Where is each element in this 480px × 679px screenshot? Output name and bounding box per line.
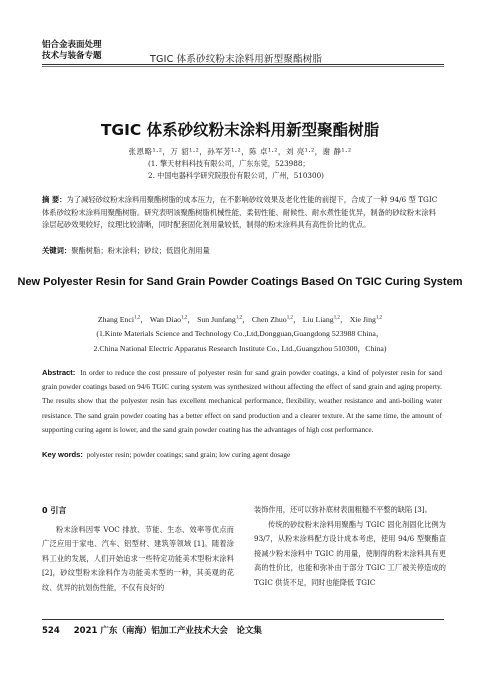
keywords-en bbox=[42, 450, 442, 459]
proceedings-title: 2021 广东（南海）铝加工产业技术大会 论文集 bbox=[73, 626, 262, 636]
author-en-name: Wan Diao bbox=[149, 315, 182, 324]
author-en-name: Liu Liang bbox=[302, 315, 334, 324]
authors-cn: 张恩略¹·²，万 貂¹·²，孙军芳¹·²，陈 卓¹·²，刘 亮¹·²，谢 静¹·² bbox=[128, 147, 352, 156]
intro-paragraph: 粉末涂料因零 VOC 排放、节能、生态、效率等优点而广泛应用于家电、汽车、铝型材、建筑等领域 [1]。随着涂料工业的发展，人们开始追求一些特定功能美术型粉末涂料 [2]，砂纹型粉末涂料作为功能美术型的一种，其美观的花纹、优异的抗划伤性能，不仅有良好的 bbox=[42, 524, 234, 592]
paper-title-en: New Polyester Resin for Sand Grain Powder Coatings Based On TGIC Curing System bbox=[17, 276, 463, 288]
keywords-en-label: Key words: bbox=[42, 450, 83, 459]
right-paragraph: 传统的砂纹粉末涂料用聚酯与 TGIC 固化剂固化比例为 93/7，从粉末涂料配方设计成本考虑，使用 94/6 型聚酯直接减少粉末涂料中 TGIC 的用量，使制得的粉末涂料具有更高的性价比，也能和弥补由于部分 TGIC 工厂被关停造成的 TGIC 供货不足，同时也能降低 TGIC bbox=[254, 519, 446, 587]
author-en-sup: 1,2 bbox=[286, 315, 293, 321]
abstract-en-text: In order to reduce the cost pressure of polyester resin for sand grain powder coatings, a kind of polyester resin for sand grain powder coatings based on 94/6 TGIC curing system was synthesized without affecting the effect of sand grain and aging property. The results show that the polyester resin has excellent mechanical performance, flexibility, weather resistance and anti-boiling water resistance. The sand grain powder coating has a better effect on sand production and a clearer texture. At the same time, the amount of supporting curing agent is lower, and the sand grain powder coating has the advantages of high cost performance. bbox=[42, 368, 442, 434]
section-heading: 0 引言 bbox=[42, 506, 67, 515]
author-en-sup: 1,2 bbox=[235, 315, 243, 321]
page-footer bbox=[42, 624, 262, 636]
author-en-name: Zhang Enci bbox=[97, 315, 134, 324]
affiliation-en-2: 2.China National Electric Apparatus Research Institute Co., Ltd.,Guangzhou 510300，China) bbox=[93, 344, 387, 353]
journal-line-1: 铝合金表面处理 bbox=[42, 40, 102, 50]
body-column-right bbox=[254, 503, 446, 591]
affiliation-cn-2: 2. 中国电器科学研究院股份有限公司，广州，510300) bbox=[148, 171, 324, 180]
journal-section-label bbox=[42, 40, 102, 62]
keywords-en-text: polyester resin; powder coatings; sand grain; low curing agent dosage bbox=[86, 450, 291, 459]
abstract-cn-text: 为了减轻砂纹粉末涂料用聚酯树脂的成本压力，在不影响砂纹效果及老化性能的前提下，合成了一种 94/6 型 TGIC 体系砂纹粉末涂料用聚酯树脂。研究表明该聚酯树脂机械性能、柔韧性能、耐候性、耐水煮性能优异，制备的砂纹粉末涂料涂层起砂效果较好，纹理比较清晰，同时配套固化剂用量较低，制得的粉末涂料具有高性价比的优点。 bbox=[42, 195, 438, 230]
abstract-cn-label: 摘 要： bbox=[42, 195, 67, 204]
affiliation-en-1: (1.Kinte Materials Science and Technology Co.,Ltd,Dongguan,Guangdong 523988 China， bbox=[96, 329, 384, 338]
authors-en: Zhang Enci$^{1,2}$， Wan Diao$^{1,2}$， Sun Junfang$^{1,2}$， Chen Zhuo$^{1,2}$， Liu Liang$^{1,2}$， Xie Jing$^{1,2}$ bbox=[97, 315, 383, 324]
journal-line-2: 技术与装备专题 bbox=[42, 51, 102, 61]
continued-line: 装饰作用，还可以弥补底材表面粗糙不平整的缺陷 [3]。 bbox=[254, 505, 432, 514]
author-en-sup: 1,2 bbox=[181, 315, 188, 321]
author-en-sup: 1,2 bbox=[134, 315, 141, 321]
abstract-en-label: Abstract: bbox=[42, 368, 76, 377]
header-rule-thin bbox=[42, 66, 444, 67]
affiliation-cn-1: (1. 擎天材料科技有限公司，广东东莞，523988； bbox=[148, 159, 310, 168]
header-rule bbox=[42, 64, 444, 65]
author-en-name: Sun Junfang bbox=[197, 315, 236, 324]
running-title: TGIC 体系砂纹粉末涂料用新型聚酯树脂 bbox=[150, 54, 323, 65]
paper-title-cn: TGIC 体系砂纹粉末涂料用新型聚酯树脂 bbox=[100, 121, 380, 139]
abstract-en bbox=[42, 366, 442, 437]
author-en-name: Xie Jing bbox=[349, 315, 376, 324]
abstract-cn bbox=[42, 194, 442, 232]
keywords-cn-label: 关键词： bbox=[42, 246, 72, 255]
author-en-name: Chen Zhuo bbox=[251, 315, 287, 324]
keywords-cn-text: 聚酯树脂；粉末涂料；砂纹；低固化剂用量 bbox=[71, 246, 210, 255]
author-en-sup: 1,2 bbox=[333, 315, 340, 321]
author-en-sup: 1,2 bbox=[375, 315, 383, 321]
footer-rule bbox=[42, 619, 444, 620]
body-column-left bbox=[42, 504, 234, 596]
page-number: 524 bbox=[42, 626, 60, 636]
keywords-cn bbox=[42, 246, 442, 256]
